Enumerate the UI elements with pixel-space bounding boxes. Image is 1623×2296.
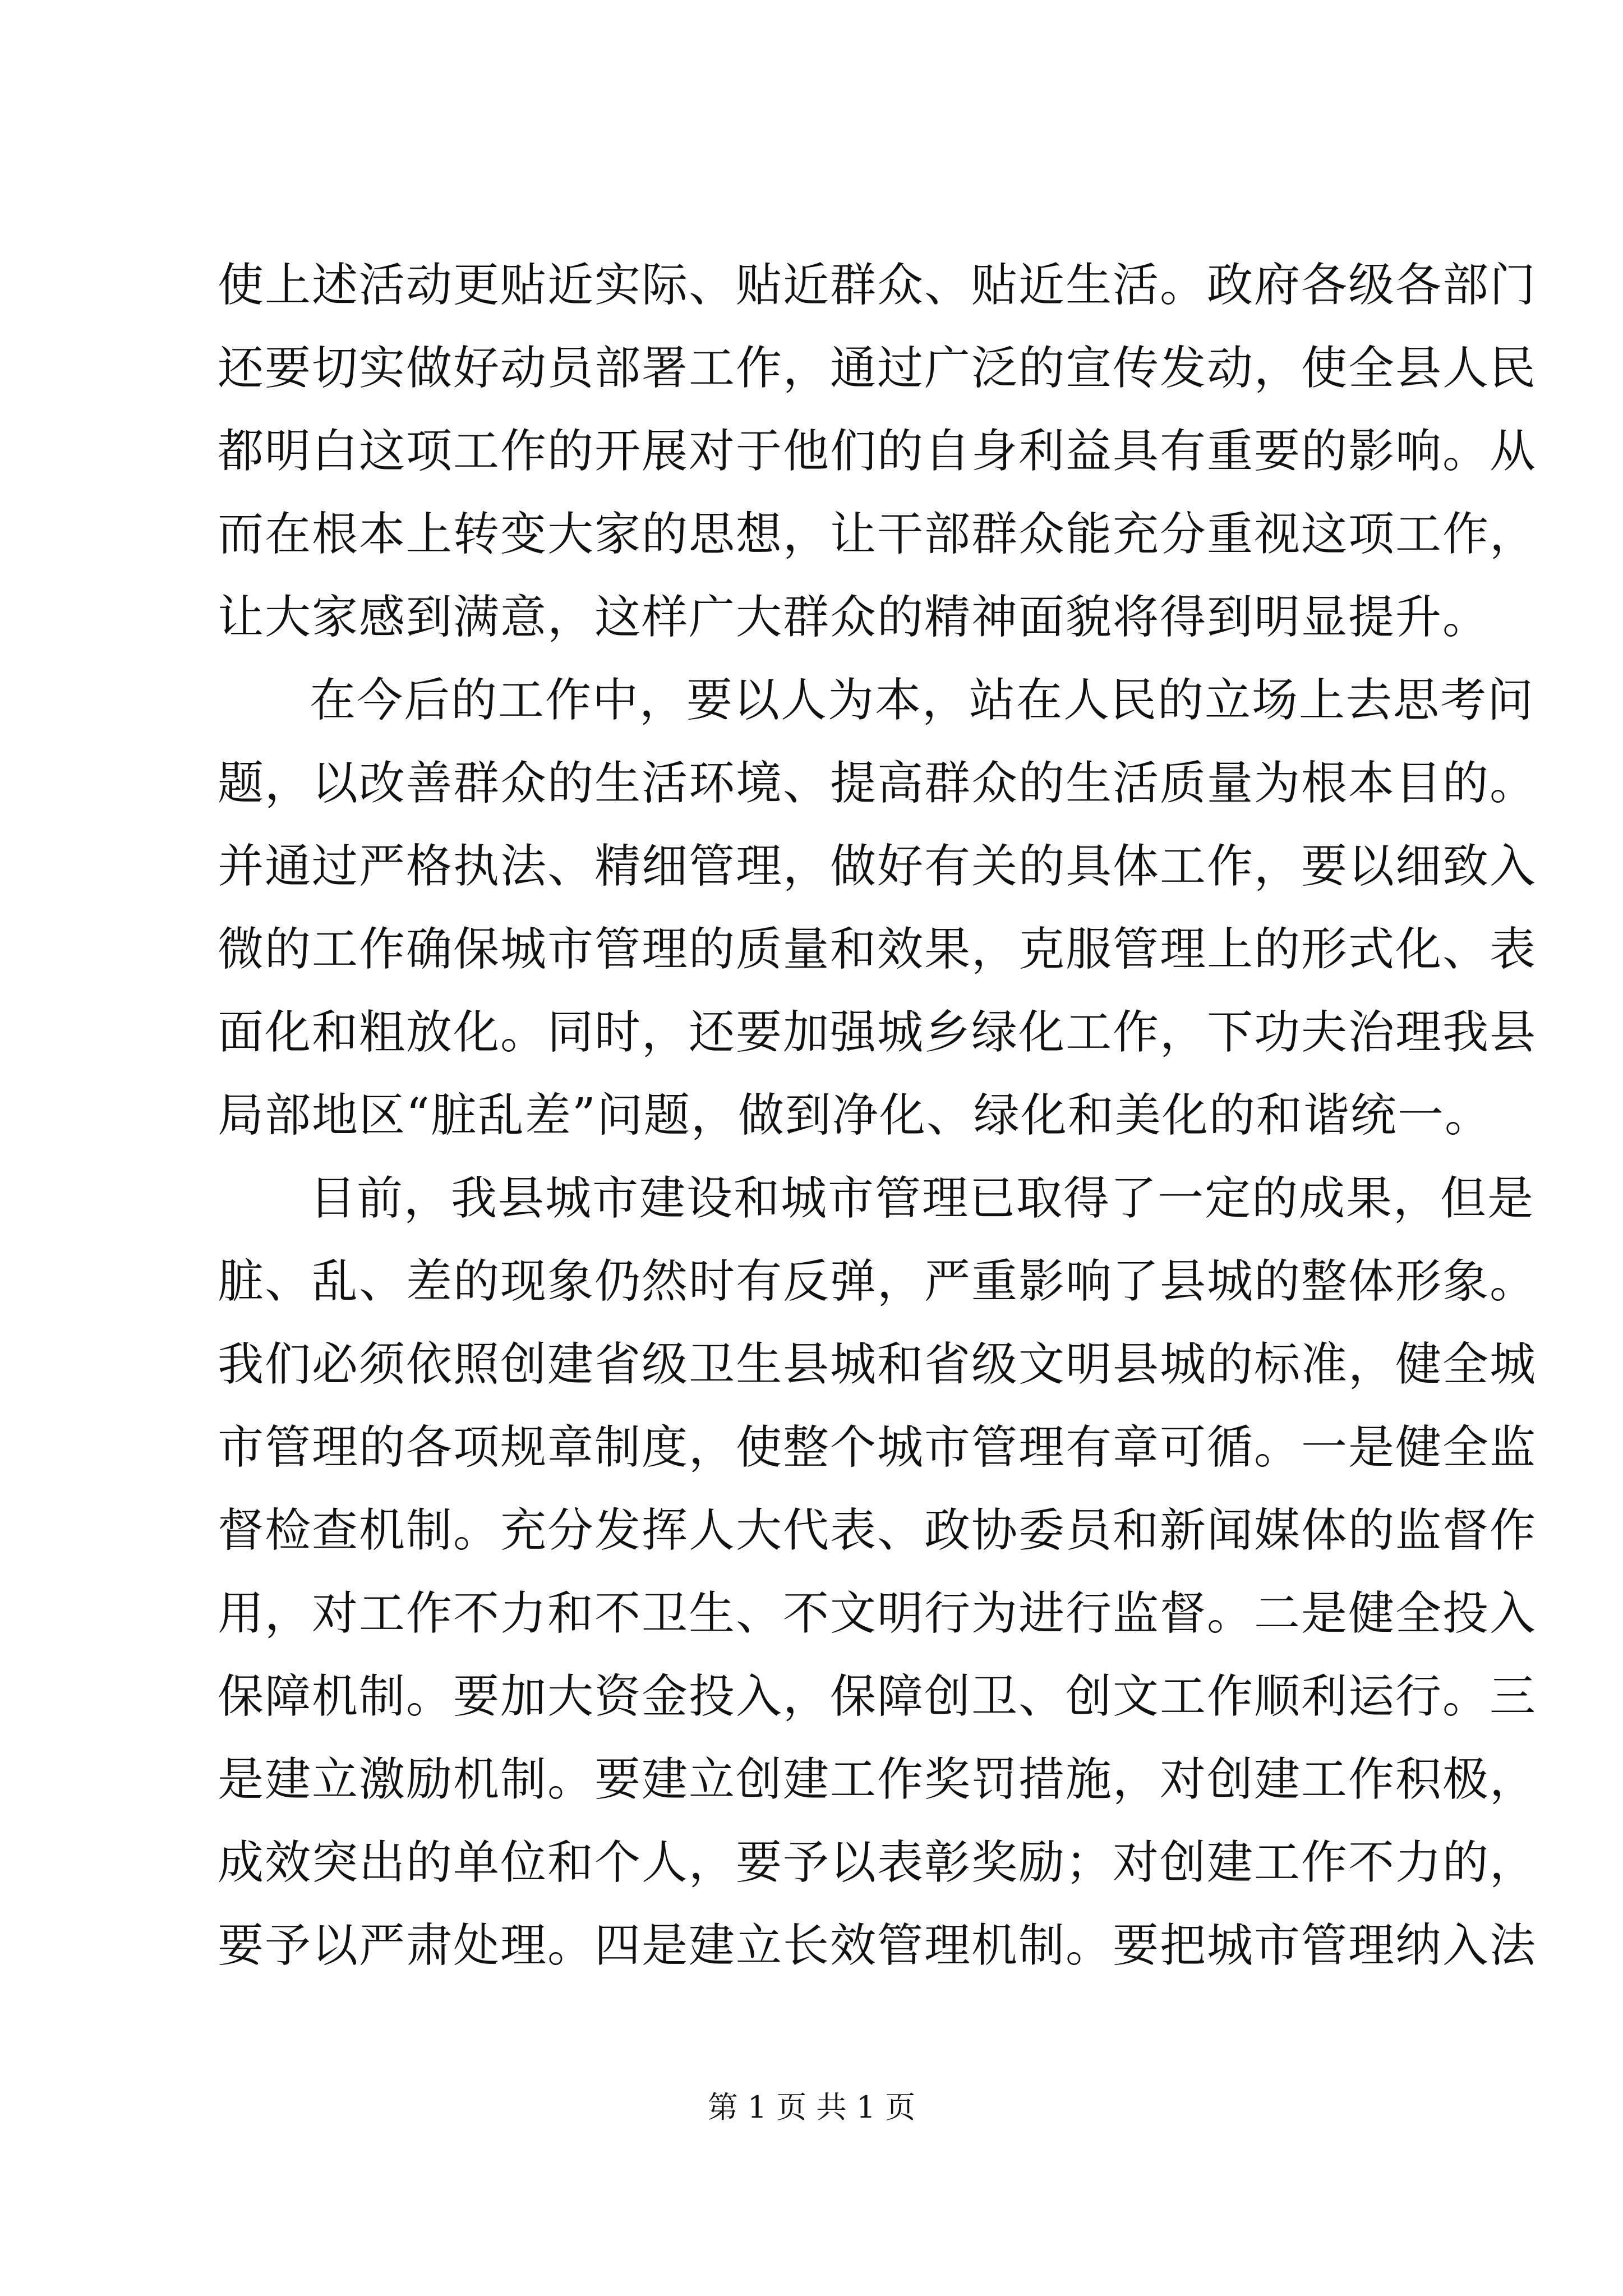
text-line: 脏、乱、差的现象仍然时有反弹，严重影响了县城的整体形象。 [218, 1255, 1537, 1308]
text-line: 用，对工作不力和不卫生、不文明行为进行监督。二是健全投入 [218, 1587, 1537, 1640]
text-line: 目前，我县城市建设和城市管理已取得了一定的成果，但是 [310, 1172, 1535, 1225]
text-line: 而在根本上转变大家的思想，让干部群众能充分重视这项工作， [218, 508, 1537, 561]
text-line: 在今后的工作中，要以人为本，站在人民的立场上去思考问 [310, 674, 1535, 727]
text-line: 局部地区“脏乱差”问题，做到净化、绿化和美化的和谐统一。 [218, 1089, 1492, 1142]
paragraph-1 [218, 244, 1537, 659]
text-line: 都明白这项工作的开展对于他们的自身利益具有重要的影响。从 [218, 425, 1537, 478]
text-line: 保障机制。要加大资金投入，保障创卫、创文工作顺利运行。三 [218, 1670, 1537, 1723]
document-body [218, 244, 1537, 1987]
text-line: 要予以严肃处理。四是建立长效管理机制。要把城市管理纳入法 [218, 1919, 1537, 1972]
text-line: 督检查机制。充分发挥人大代表、政协委员和新闻媒体的监督作 [218, 1504, 1537, 1557]
text-line: 使上述活动更贴近实际、贴近群众、贴近生活。政府各级各部门 [218, 259, 1537, 312]
text-line: 市管理的各项规章制度，使整个城市管理有章可循。一是健全监 [218, 1421, 1537, 1474]
text-line: 并通过严格执法、精细管理，做好有关的具体工作，要以细致入 [218, 840, 1537, 893]
paragraph-3 [218, 1157, 1537, 1987]
text-line: 成效突出的单位和个人，要予以表彰奖励；对创建工作不力的， [218, 1836, 1537, 1889]
text-line: 微的工作确保城市管理的质量和效果，克服管理上的形式化、表 [218, 923, 1537, 976]
page-footer [0, 2088, 1623, 2127]
text-line: 是建立激励机制。要建立创建工作奖罚措施，对创建工作积极， [218, 1753, 1537, 1806]
paragraph-2 [218, 659, 1537, 1157]
page-number-label: 第 1 页 共 1 页 [707, 2090, 916, 2125]
text-line: 题，以改善群众的生活环境、提高群众的生活质量为根本目的。 [218, 757, 1537, 810]
text-line: 我们必须依照创建省级卫生县城和省级文明县城的标准，健全城 [218, 1338, 1537, 1391]
text-line: 面化和粗放化。同时，还要加强城乡绿化工作，下功夫治理我县 [218, 1006, 1537, 1059]
text-line: 还要切实做好动员部署工作，通过广泛的宣传发动，使全县人民 [218, 342, 1537, 395]
text-line: 让大家感到满意，这样广大群众的精神面貌将得到明显提升。 [218, 591, 1490, 644]
